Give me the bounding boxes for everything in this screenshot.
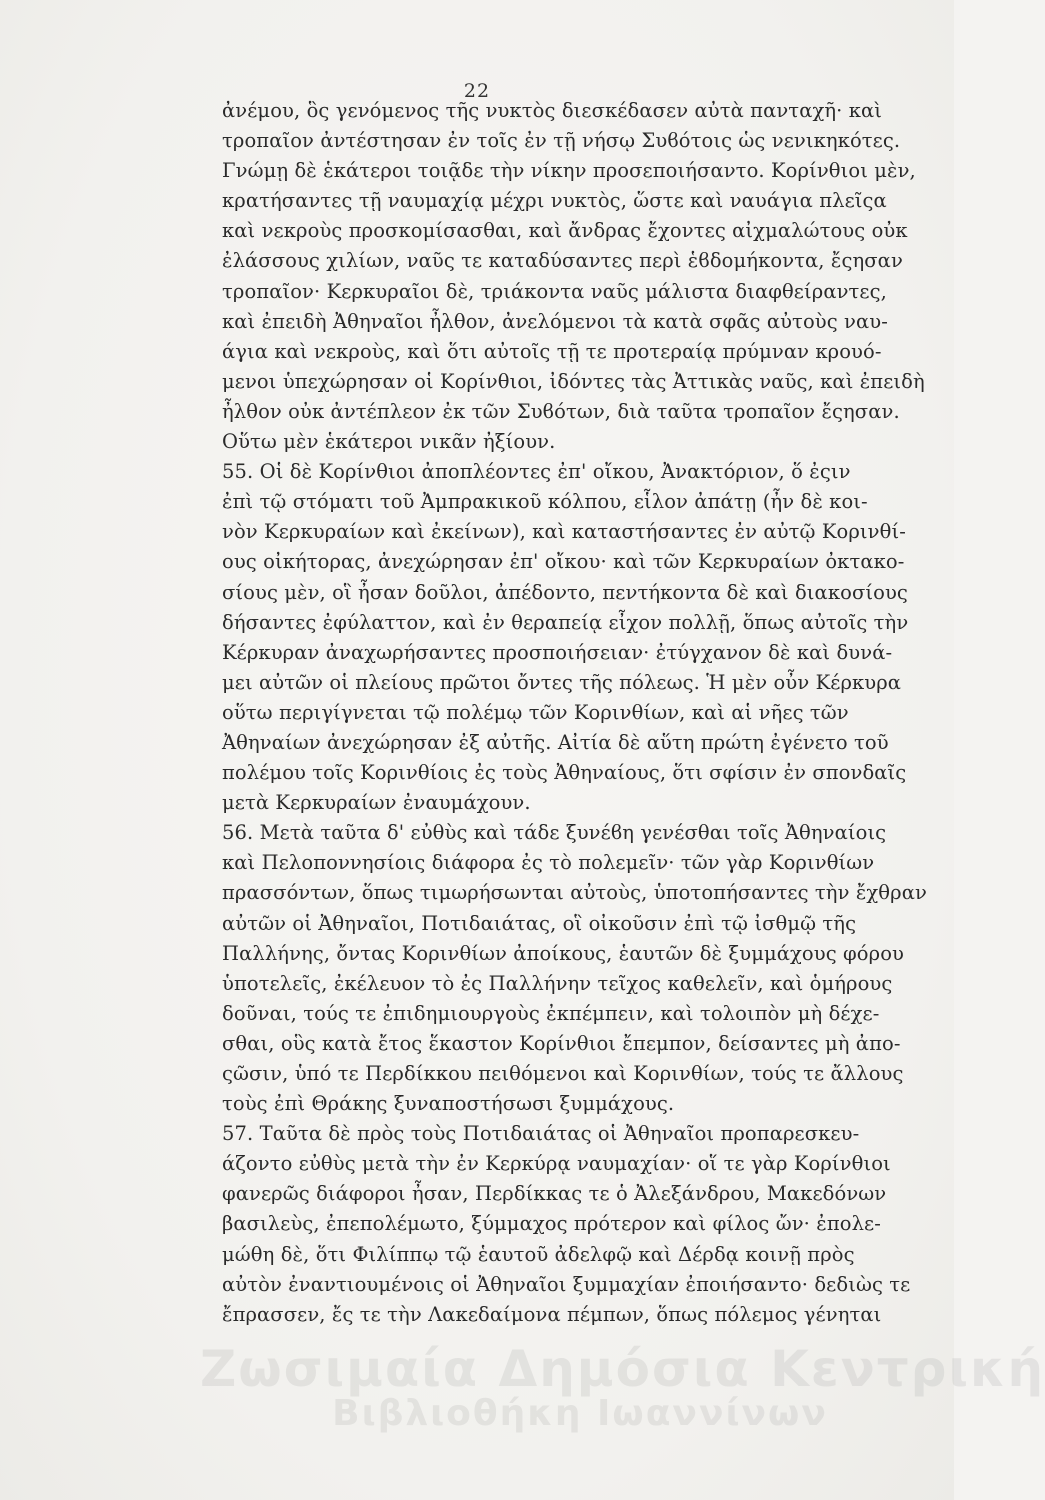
body-text (222, 96, 962, 1330)
text-line: μενοι ὑπεχώρησαν οἱ Κορίνθιοι, ἰδόντες τὰς Ἀττικὰς ναῦς, καὶ ἐπειδὴ (222, 369, 925, 393)
text-line: μει αὐτῶν οἱ πλείους πρῶτοι ὄντες τῆς πόλεως. Ἡ μὲν οὖν Κέρκυρα (222, 670, 902, 694)
text-line: τοὺς ἐπὶ Θράκης ξυναποστήσωσι ξυμμάχους. (222, 1092, 675, 1116)
text-line: δοῦναι, τούς τε ἐπιδημιουργοὺς ἐκπέμπειν, καὶ τολοιπὸν μὴ δέχε- (222, 1001, 880, 1025)
text-line: Οὕτω μὲν ἑκάτεροι νικᾶν ἠξίουν. (222, 430, 556, 454)
text-line: οὕτω περιγίγνεται τῷ πολέμῳ τῶν Κορινθίων, καὶ αἱ νῆες τῶν (222, 700, 849, 724)
text-line: ἀνέμου, ὃς γενόμενος τῆς νυκτὸς διεσκέδασεν αὐτὰ πανταχῆ· καὶ (222, 99, 883, 122)
text-line: άγια καὶ νεκροὺς, καὶ ὅτι αὐτοῖς τῇ τε προτεραίᾳ πρύμναν κρουό- (222, 339, 882, 363)
section-56-start: 56. Μετὰ ταῦτα δ' εὐθὺς καὶ τάδε ξυνέϐη γενέσθαι τοῖς Ἀθηναίοις (222, 821, 887, 845)
text-line: καὶ ἐπειδὴ Ἀθηναῖοι ἦλθον, ἀνελόμενοι τὰ κατὰ σφᾶς αὐτοὺς ναυ- (222, 309, 888, 333)
text-line: αὐτὸν ἐναντιουμένοις οἱ Ἀθηναῖοι ξυμμαχίαν ἐποιήσαντο· δεδιὼς τε (222, 1272, 911, 1296)
text-line: πολέμου τοῖς Κορινθίοις ἐς τοὺς Ἀθηναίους, ὅτι σφίσιν ἐν σπονδαῖς (222, 761, 907, 785)
text-line: σίους μὲν, οἳ ἦσαν δοῦλοι, ἀπέδοντο, πεντήκοντα δὲ καὶ διακοσίους (222, 580, 908, 604)
text-line: φανερῶς διάφοροι ἦσαν, Περδίκκας τε ὁ Ἀλεξάνδρου, Μακεδόνων (222, 1182, 887, 1206)
text-line: ςῶσιν, ὑπό τε Περδίκκου πειθόμενοι καὶ Κορινθίων, τούς τε ἄλλους (222, 1062, 904, 1085)
text-line: ἐλάσσους χιλίων, ναῦς τε καταδύσαντες περὶ ἑϐδομήκοντα, ἔςησαν (222, 249, 903, 273)
text-line: ὑποτελεῖς, ἐκέλευον τὸ ἐς Παλλήνην τεῖχος καθελεῖν, καὶ ὁμήρους (222, 971, 893, 995)
text-line: Κέρκυραν ἀναχωρήσαντες προσποιήσειαν· ἐτύγχανον δὲ καὶ δυνά- (222, 640, 893, 664)
text-line: νὸν Κερκυραίων καὶ ἐκείνων), καὶ καταστήσαντες ἐν αὐτῷ Κορινθί- (222, 520, 906, 544)
text-line: πρασσόντων, ὅπως τιμωρήσωνται αὐτοὺς, ὑποτοπήσαντες τὴν ἔχθραν (222, 881, 927, 905)
text-line: κρατήσαντες τῇ ναυμαχίᾳ μέχρι νυκτὸς, ὥστε καὶ ναυάγια πλεῖςα (222, 189, 887, 213)
text-line: ους οἰκήτορας, ἀνεχώρησαν ἐπ' οἴκου· καὶ τῶν Κερκυραίων ὀκτακο- (222, 550, 905, 574)
library-watermark-line-1: Ζωσιμαία Δημόσια Κεντρική (200, 1340, 1045, 1398)
text-line: καὶ νεκροὺς προσκομίσασθαι, καὶ ἄνδρας ἔχοντες αἰχμαλώτους οὐκ (222, 219, 908, 243)
text-line: Ἀθηναίων ἀνεχώρησαν ἐξ αὐτῆς. Αἰτία δὲ αὕτη πρώτη ἐγένετο τοῦ (222, 730, 889, 754)
text-line: αὐτῶν οἱ Ἀθηναῖοι, Ποτιδαιάτας, οἳ οἰκοῦσιν ἐπὶ τῷ ἰσθμῷ τῆς (222, 911, 857, 935)
text-line: βασιλεὺς, ἐπεπολέμωτο, ξύμμαχος πρότερον καὶ φίλος ὤν· ἐπολε- (222, 1212, 881, 1236)
text-line: Παλλήνης, ὄντας Κορινθίων ἀποίκους, ἑαυτῶν δὲ ξυμμάχους φόρου (222, 941, 905, 965)
text-line: ἦλθον οὐκ ἀντέπλεον ἐκ τῶν Συϐότων, διὰ ταῦτα τροπαῖον ἔςησαν. (222, 399, 900, 423)
text-line: τροπαῖον· Κερκυραῖοι δὲ, τριάκοντα ναῦς μάλιστα διαφθείραντες, (222, 279, 887, 303)
section-57-start: 57. Ταῦτα δὲ πρὸς τοὺς Ποτιδαιάτας οἱ Ἀθηναῖοι προπαρεσκευ- (222, 1122, 860, 1146)
text-line: ἐπὶ τῷ στόματι τοῦ Ἀμπρακικοῦ κόλπου, εἷλον ἀπάτῃ (ἦν δὲ κοι- (222, 490, 868, 514)
text-line: μώθη δὲ, ὅτι Φιλίππῳ τῷ ἑαυτοῦ ἀδελφῷ καὶ Δέρδᾳ κοινῇ πρὸς (222, 1242, 855, 1266)
text-line: δήσαντες ἐφύλαττον, καὶ ἐν θεραπείᾳ εἶχον πολλῇ, ὅπως αὐτοῖς τὴν (222, 610, 909, 634)
library-watermark-line-2: Βιβλιοθήκη Ιωαννίνων (332, 1393, 828, 1434)
page-number: 22 (463, 80, 491, 102)
text-line: μετὰ Κερκυραίων ἐναυμάχουν. (222, 791, 531, 815)
text-line: σθαι, οὓς κατὰ ἔτος ἕκαστον Κορίνθιοι ἔπεμπον, δείσαντες μὴ ἀπο- (222, 1031, 901, 1055)
text-line: Γνώμῃ δὲ ἑκάτεροι τοιᾷδε τὴν νίκην προσεποιήσαντο. Κορίνθιοι μὲν, (222, 159, 916, 183)
text-line: καὶ Πελοποννησίοις διάφορα ἐς τὸ πολεμεῖν· τῶν γὰρ Κορινθίων (222, 851, 875, 875)
section-55-start: 55. Οἱ δὲ Κορίνθιοι ἀποπλέοντες ἐπ' οἴκου, Ἀνακτόριον, ὅ ἐςιν (222, 460, 851, 484)
text-line: τροπαῖον ἀντέστησαν ἐν τοῖς ἐν τῇ νήσῳ Συϐότοις ὡς νενικηκότες. (222, 129, 901, 153)
text-line: άζοντο εὐθὺς μετὰ τὴν ἐν Κερκύρᾳ ναυμαχίαν· οἵ τε γὰρ Κορίνθιοι (222, 1152, 891, 1176)
text-line: ἔπρασσεν, ἔς τε τὴν Λακεδαίμονα πέμπων, ὅπως πόλεμος γένηται (222, 1302, 882, 1326)
